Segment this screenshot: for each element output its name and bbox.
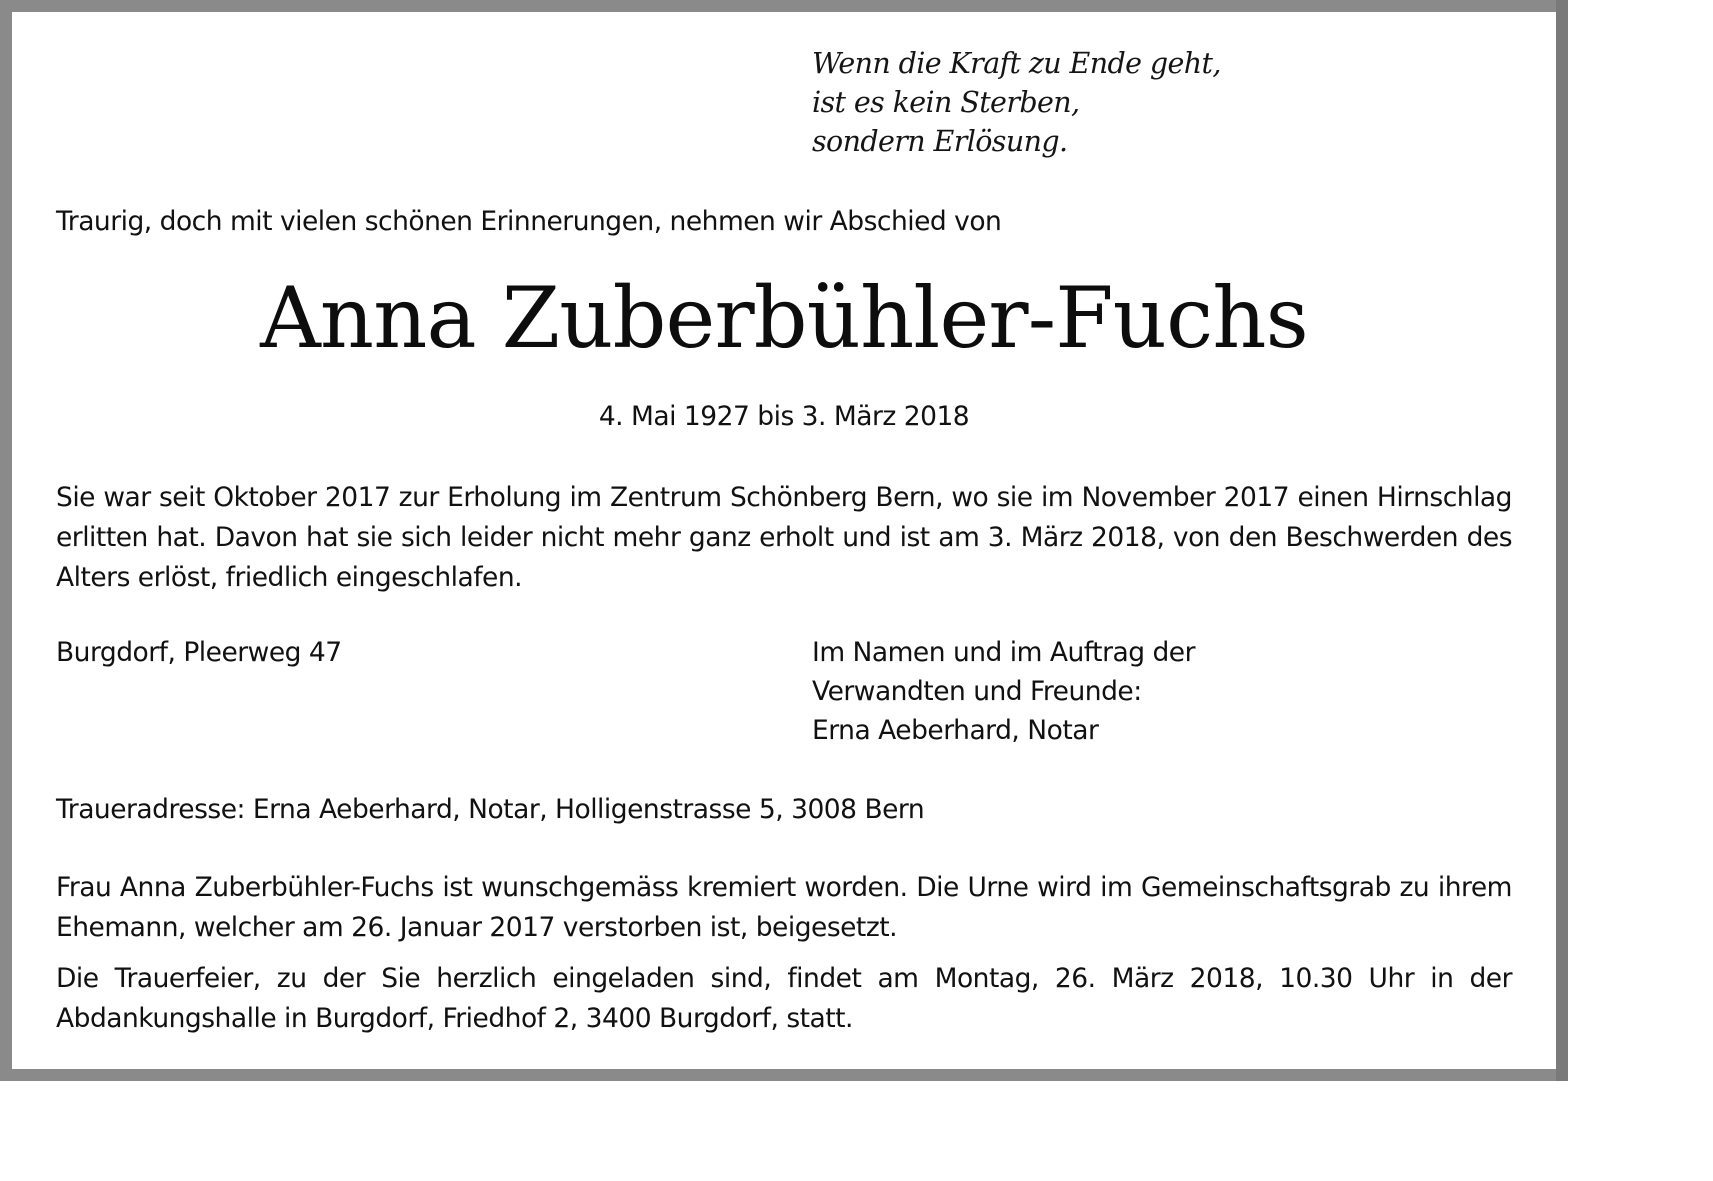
deceased-name: Anna Zuberbühler-Fuchs	[260, 269, 1308, 367]
burial-paragraph: Frau Anna Zuberbühler-Fuchs ist wunschgemäss kremiert worden. Die Urne wird im Gemeinschaftsgrab zu ihrem Ehemann, welcher am 26. Januar 2017 verstorben ist, beigesetzt.	[56, 872, 1512, 943]
frame-edge	[1556, 0, 1568, 1081]
motto-quote	[812, 44, 1221, 161]
signature-line: Verwandten und Freunde:	[812, 676, 1142, 707]
ceremony-paragraph: Die Trauerfeier, zu der Sie herzlich eingeladen sind, findet am Montag, 26. März 2018, 10.30 Uhr in der Abdankungshalle in Burgdorf, Friedhof 2, 3400 Burgdorf, statt.	[56, 963, 1512, 1034]
life-dates: 4. Mai 1927 bis 3. März 2018	[598, 401, 970, 432]
signature-block	[812, 633, 1195, 750]
motto-line: Wenn die Kraft zu Ende geht,	[812, 47, 1221, 80]
motto-line: ist es kein Sterben,	[812, 86, 1080, 119]
intro-text: Traurig, doch mit vielen schönen Erinnerungen, nehmen wir Abschied von	[56, 206, 1002, 237]
signature-line: Im Namen und im Auftrag der	[812, 637, 1195, 668]
signature-name: Erna Aeberhard, Notar	[812, 715, 1099, 746]
place-address: Burgdorf, Pleerweg 47	[56, 637, 342, 668]
motto-line: sondern Erlösung.	[812, 125, 1068, 158]
illness-paragraph: Sie war seit Oktober 2017 zur Erholung im Zentrum Schönberg Bern, wo sie im November 2017 einen Hirnschlag erlitten hat. Davon hat sie sich leider nicht mehr ganz erholt und ist am 3. März 2018, von den Beschwerden des Alters erlöst, friedlich eingeschlafen.	[56, 482, 1512, 593]
mourning-address: Traueradresse: Erna Aeberhard, Notar, Holligenstrasse 5, 3008 Bern	[56, 794, 925, 825]
